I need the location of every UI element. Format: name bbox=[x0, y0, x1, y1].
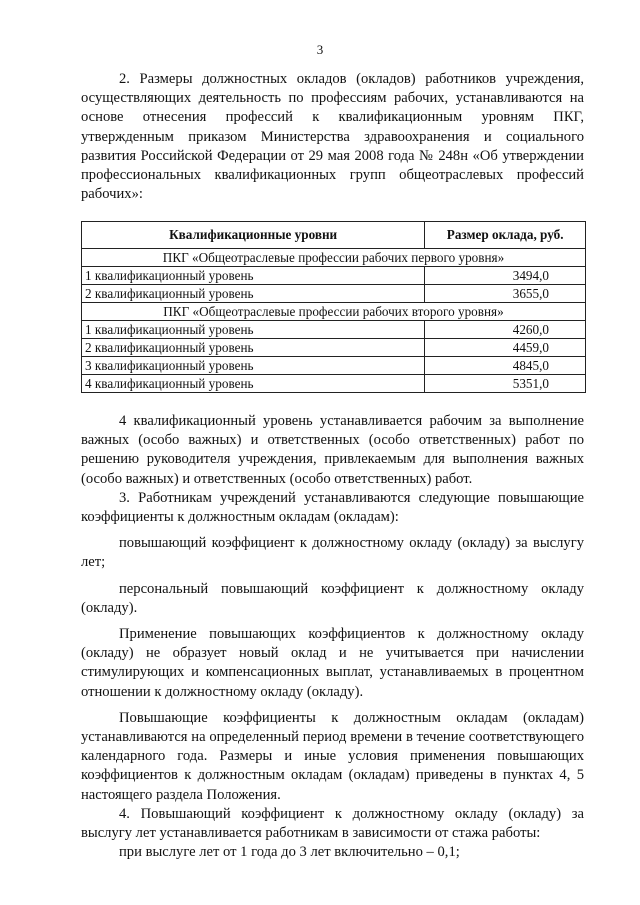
table-row bbox=[82, 357, 586, 375]
salary-table-wrapper bbox=[81, 221, 586, 393]
salary-cell: 4845,0 bbox=[425, 357, 586, 375]
salary-cell: 3655,0 bbox=[425, 285, 586, 303]
level-cell: 4 квалификационный уровень bbox=[82, 375, 425, 393]
level-cell: 1 квалификационный уровень bbox=[82, 267, 425, 285]
paragraph-coefficients: 3. Работникам учреждений устанавливаются следующие повышающие коэффициенты к должностным окладам (окладам): bbox=[81, 489, 584, 526]
level-cell: 3 квалификационный уровень bbox=[82, 357, 425, 375]
table-row bbox=[82, 375, 586, 393]
paragraph-qualification-4: 4 квалификационный уровень устанавливается рабочим за выполнение важных (особо важных) и ответственных (особо ответственных) работ по решению руководителя учреждения, привлекаемым для выполнения важных (особо важных) и ответственных (особо ответственных) работ. bbox=[81, 413, 584, 487]
header-salary: Размер оклада, руб. bbox=[425, 222, 586, 249]
paragraph-personal-coefficient: персональный повышающий коэффициент к должностному окладу (окладу). bbox=[81, 580, 584, 616]
table-row bbox=[82, 321, 586, 339]
group-title: ПКГ «Общеотраслевые профессии рабочих первого уровня» bbox=[82, 249, 586, 267]
page-number: 3 bbox=[316, 42, 324, 57]
paragraph-seniority-1-3: при выслуге лет от 1 года до 3 лет включительно – 0,1; bbox=[119, 844, 460, 861]
table-row bbox=[82, 339, 586, 357]
table-row bbox=[82, 285, 586, 303]
intro-paragraph: 2. Размеры должностных окладов (окладов) работников учреждения, осуществляющих деятельность по профессиям рабочих, устанавливаются на основе отнесения профессий к квалификационным уровням ПКГ, утвержденным приказом Министерства здравоохранения и социального развития Российской Федерации от 29 мая 2008 года № 248н «Об утверждении профессиональных квалификационных групп общеотраслевых профессий рабочих»: bbox=[81, 71, 584, 203]
level-cell: 2 квалификационный уровень bbox=[82, 285, 425, 303]
group-row bbox=[82, 249, 586, 267]
salary-cell: 4459,0 bbox=[425, 339, 586, 357]
group-row bbox=[82, 303, 586, 321]
level-cell: 2 квалификационный уровень bbox=[82, 339, 425, 357]
body-section bbox=[81, 412, 584, 862]
salary-cell: 3494,0 bbox=[425, 267, 586, 285]
paragraph-seniority-coefficient: повышающий коэффициент к должностному окладу (окладу) за выслугу лет; bbox=[81, 535, 584, 571]
paragraph-application: Применение повышающих коэффициентов к должностному окладу (окладу) не образует новый оклад и не учитывается при начислении стимулирующих и компенсационных выплат, устанавливаемых в процентном отношении к должностному окладу (окладу). bbox=[81, 626, 584, 700]
paragraph-seniority-rules: 4. Повышающий коэффициент к должностному окладу (окладу) за выслугу лет устанавливается работникам в зависимости от стажа работы: bbox=[81, 805, 584, 842]
group-title: ПКГ «Общеотраслевые профессии рабочих второго уровня» bbox=[82, 303, 586, 321]
salary-cell: 5351,0 bbox=[425, 375, 586, 393]
intro-section bbox=[81, 70, 584, 204]
table-row bbox=[82, 267, 586, 285]
salary-table bbox=[81, 221, 586, 393]
header-levels: Квалификационные уровни bbox=[82, 222, 425, 249]
paragraph-period: Повышающие коэффициенты к должностным окладам (окладам) устанавливаются на определенный период времени в течение соответствующего календарного года. Размеры и иные условия применения повышающих коэффициентов к должностным окладам (окладам) приведены в пунктах 4, 5 настоящего раздела Положения. bbox=[81, 709, 584, 803]
table-header-row bbox=[82, 222, 586, 249]
level-cell: 1 квалификационный уровень bbox=[82, 321, 425, 339]
salary-cell: 4260,0 bbox=[425, 321, 586, 339]
